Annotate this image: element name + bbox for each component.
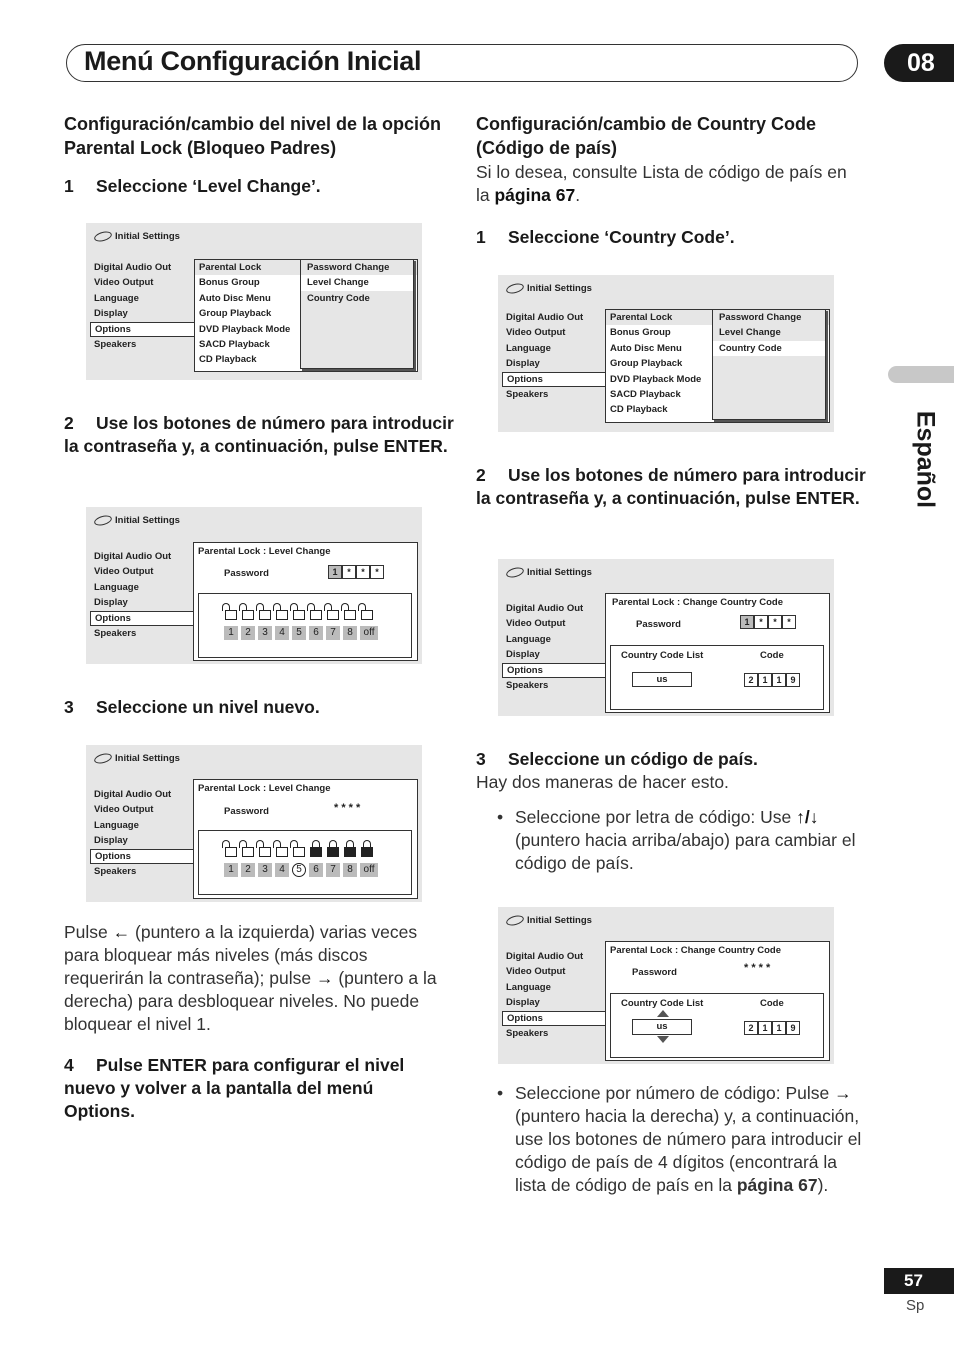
disc-icon [505,566,525,579]
disc-icon [505,282,525,295]
unlocked-icon [326,603,340,621]
bullet-number-code: • Seleccione por número de código: Pulse → (puntero hacia la derecha) y, a continuación, use los botones de número para introducir el código de país de 4 dígitos (encontrará la lista de código de país en la página 67). [497,1083,862,1195]
unlocked-icon [343,603,357,621]
unlocked-icon [309,603,323,621]
unlocked-icon [292,840,306,858]
disc-icon [93,514,113,527]
page-number: 57 [884,1268,954,1294]
unlocked-icon [275,603,289,621]
down-arrow-icon [657,1036,669,1043]
disc-icon [93,230,113,243]
left-step-2: 2 Use los botones de número para introducir la contraseña y, a continuación, pulse ENTER. [64,413,454,456]
unlocked-icon [258,603,272,621]
screen-level-select: Initial Settings Digital Audio Out Video Output Language Display Options Speakers Parental Lock : Level Change Password * * * * 1 2 3 4 5 6 7 8 off [86,745,422,902]
screen-country-code-menu: Initial Settings Digital Audio Out Video Output Language Display Options Speakers Parental Lock Bonus Group Auto Disc Menu Group Playback DVD Playback Mode SACD Playback CD Playback Password Change Level Change Country Code [498,275,834,432]
right-step-1: 1 Seleccione ‘Country Code’. [476,227,735,247]
right-intro: Si lo desea, consulte Lista de código de país en la página 67. [476,162,847,205]
unlocked-icon [275,840,289,858]
unlocked-icon [224,603,238,621]
left-paragraph: Pulse ← (puntero a la izquierda) varias veces para bloquear más niveles (más discos requerirán la contraseña); pulse → (puntero a la derecha) para desbloquear niveles. No puede bloquear el nivel 1. [64,922,437,1034]
screen-country-password: Initial Settings Digital Audio Out Video Output Language Display Options Speakers Parental Lock : Change Country Code Password 1 * * * Country Code List Code us 2 1 1 9 [498,559,834,716]
unlocked-icon [241,603,255,621]
right-heading: Configuración/cambio de Country Code (Código de país) [476,114,817,158]
right-step-3: 3 Seleccione un código de país. [476,749,758,769]
page-language-code: Sp [906,1297,925,1314]
left-step-4: 4 Pulse ENTER para configurar el nivel nuevo y volver a la pantalla del menú Options. [64,1055,405,1121]
locked-icon [360,840,374,858]
unlocked-icon [360,603,374,621]
left-step-3: 3 Seleccione un nivel nuevo. [64,697,320,717]
language-label: Español [911,410,940,509]
locked-icon [343,840,357,858]
up-arrow-icon [657,1010,669,1017]
locked-icon [326,840,340,858]
screen-level-change-menu: Initial Settings Digital Audio Out Video Output Language Display Options Speakers Parental Lock Bonus Group Auto Disc Menu Group Playback DVD Playback Mode SACD Playback CD Playback Password Change Level Change Country Code [86,223,422,380]
right-step-2: 2 Use los botones de número para introducir la contraseña y, a continuación, pulse ENTER. [476,465,866,508]
bullet-letter-code: • Seleccione por letra de código: Use ↑/↓ (puntero hacia arriba/abajo) para cambiar el código de país. [497,807,856,873]
disc-icon [505,914,525,927]
unlocked-icon [258,840,272,858]
chapter-number: 08 [884,44,954,82]
screen-country-select: Initial Settings Digital Audio Out Video Output Language Display Options Speakers Parental Lock : Change Country Code Password * * * * Country Code List Code us 2 1 1 9 [498,907,834,1064]
left-step-1: 1 Seleccione ‘Level Change’. [64,176,321,196]
left-heading: Configuración/cambio del nivel de la opción Parental Lock (Bloqueo Padres) [64,114,442,158]
screen-level-password: Initial Settings Digital Audio Out Video Output Language Display Options Speakers Parental Lock : Level Change Password 1 * * * 1 2 3 4 5 6 7 8 off [86,507,422,664]
unlocked-icon [292,603,306,621]
left-menu: Digital Audio Out Video Output Language Display Options Speakers [90,260,194,352]
unlocked-icon [241,840,255,858]
page-title: Menú Configuración Inicial [84,46,422,76]
language-tab [888,366,954,383]
disc-icon [93,752,113,765]
right-step-3-sub: Hay dos maneras de hacer esto. [476,772,729,792]
locked-icon [309,840,323,858]
unlocked-icon [224,840,238,858]
